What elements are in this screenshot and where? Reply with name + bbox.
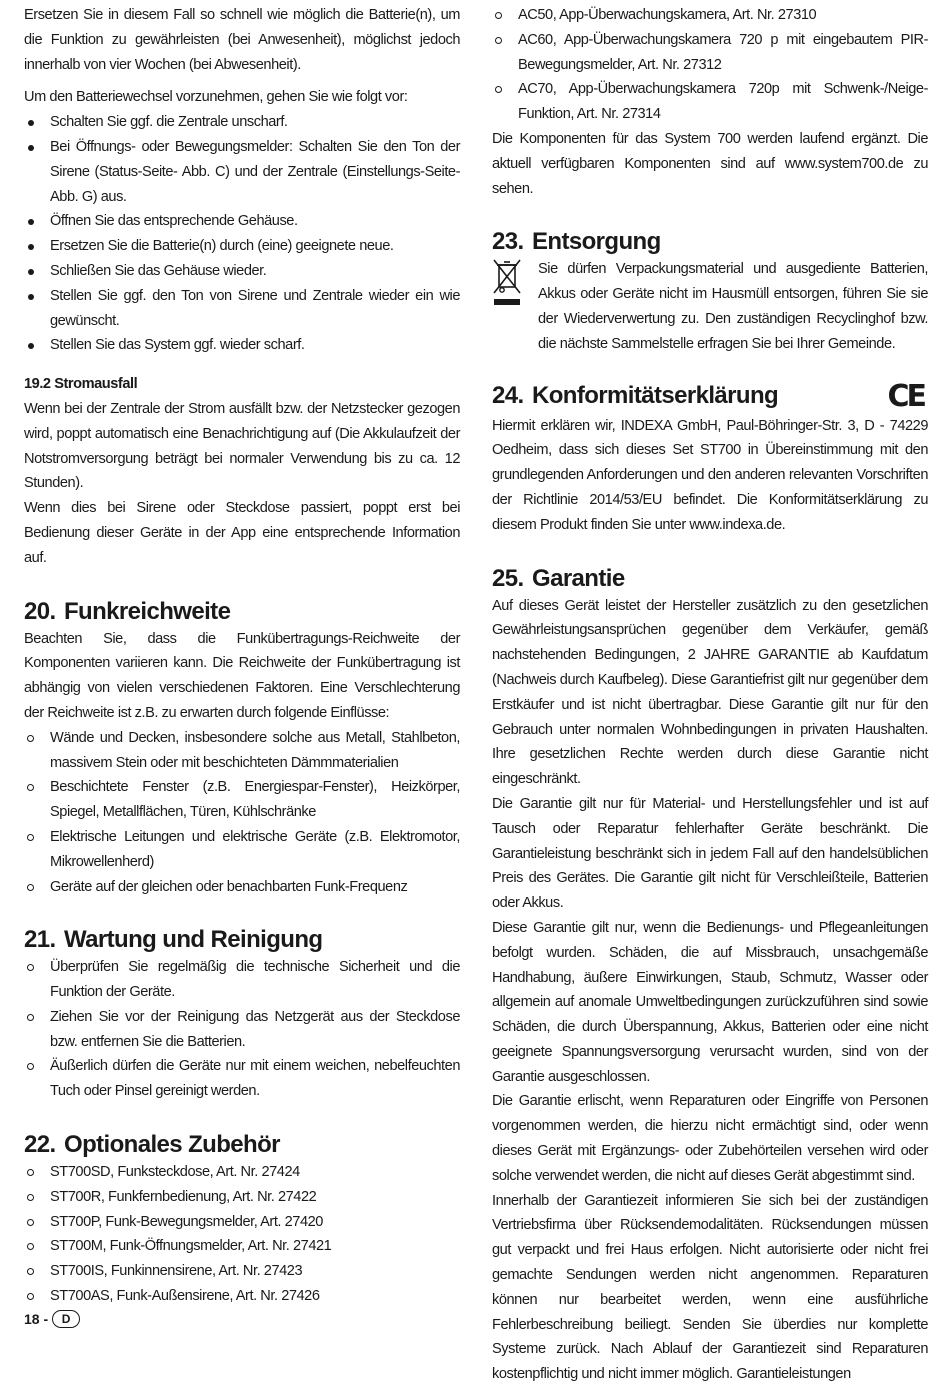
radio-interference-list <box>24 726 460 900</box>
section-title: Wartung und Reinigung <box>64 926 323 954</box>
list-item: Äußerlich dürfen die Geräte nur mit einem weichen, nebelfeuchten Tuch oder Pinsel gereinigt werden. <box>24 1054 460 1104</box>
section-number: 20. <box>24 597 56 625</box>
list-item: ST700IS, Funkinnensirene, Art. Nr. 27423 <box>24 1259 460 1284</box>
section-title: Optionales Zubehör <box>64 1131 280 1159</box>
battery-steps-list <box>24 110 460 358</box>
battery-intro-paragraph: Ersetzen Sie in diesem Fall so schnell wie möglich die Batterie(n), um die Funktion zu gewährleisten (bei Anwesenheit), möglichst jedoch innerhalb von vier Wochen (bei Abwesenheit). <box>24 7 460 73</box>
list-item: ST700AS, Funk-Außensirene, Art. Nr. 27426 <box>24 1284 460 1309</box>
camera-accessories-list <box>492 3 928 127</box>
page-footer <box>24 1310 80 1328</box>
list-item: Bei Öffnungs- oder Bewegungsmelder: Schalten Sie den Ton der Sirene (Status-Seite- Abb. C) und der Zentrale (Einstellungs-Seite- Abb. G) aus. <box>24 135 460 209</box>
section-number: 21. <box>24 926 56 954</box>
section-title: Funkreichweite <box>64 597 231 625</box>
warranty-paragraph-5: Innerhalb der Garantiezeit informieren Sie sich bei der zuständigen Vertriebsfirma über Rücksendemodalitäten. Rücksendungen müssen gut verpackt und frei Haus erfolgen. Nicht autorisierte oder nicht frei gemachte Sendungen werden nicht angenommen. Reparaturen können nur bearbeitet werden, wenn eine ausführliche Fehlerbeschreibung beiliegt. Senden Sie überdies nur komplette Systeme zurück. Nach Ablauf der Garantiezeit sind Reparaturen kostenpflichtig und nicht immer möglich. Garantieleistungen <box>492 1192 928 1383</box>
section-25-heading <box>492 564 928 594</box>
left-column <box>24 3 460 1309</box>
language-badge: D <box>52 1310 80 1328</box>
disposal-paragraph: Sie dürfen Verpackungsmaterial und ausgediente Batterien, Akkus oder Geräte nicht im Hausmüll entsorgen, führen Sie sie der Wiederverwertung zu. Den zuständigen Recyclinghof bzw. die nächste Sammelstelle erfragen Sie bei Ihrer Gemeinde. <box>538 261 928 352</box>
list-item: AC60, App-Überwachungskamera 720 p mit eingebautem PIR-Bewegungsmelder, Art. Nr. 27312 <box>492 28 928 78</box>
list-item: Stellen Sie das System ggf. wieder scharf. <box>24 333 460 358</box>
power-failure-paragraph: Wenn bei der Zentrale der Strom ausfällt bzw. der Netzstecker gezogen wird, poppt automatisch eine Benachrichtigung auf (Die Akkulaufzeit der Notstromversorgung beträgt bei normaler Verwendung bis zu ca. 12 Stunden). <box>24 400 460 492</box>
radio-range-paragraph: Beachten Sie, dass die Funkübertragungs-Reichweite der Komponenten variieren kann. Die Reichweite der Funkübertragung ist abhängig von vielen verschiedenen Faktoren. Eine Verschlechterung der Reichweite ist z.B. zu erwarten durch folgende Einflüsse: <box>24 630 460 721</box>
section-24-header-row <box>492 379 928 414</box>
section-19-2-heading: 19.2 Stromausfall <box>24 376 138 393</box>
maintenance-list <box>24 955 460 1104</box>
section-20-heading <box>24 597 460 627</box>
right-column <box>492 3 928 1387</box>
battery-procedure-intro: Um den Batteriewechsel vorzunehmen, gehen Sie wie folgt vor: <box>24 89 408 106</box>
list-item: Ziehen Sie vor der Reinigung das Netzgerät aus der Steckdose bzw. entfernen Sie die Batterien. <box>24 1005 460 1055</box>
warranty-paragraph-2: Die Garantie gilt nur für Material- und Herstellungsfehler und ist auf Tausch oder Reparatur fehlerhafter Geräte beschränkt. Die Garantieleistung beschränkt sich in jedem Fall auf den handelsüblichen Preis des Gerätes. Die Garantie gilt nicht für Verschleißteile, Batterien oder Akkus. <box>492 795 928 912</box>
section-number: 25. <box>492 564 524 592</box>
components-note: Die Komponenten für das System 700 werden laufend ergänzt. Die aktuell verfügbaren Komponenten sind auf www.system700.de zu sehen. <box>492 130 928 197</box>
list-item: AC70, App-Überwachungskamera 720p mit Schwenk-/Neige-Funktion, Art. Nr. 27314 <box>492 77 928 127</box>
list-item: Elektrische Leitungen und elektrische Geräte (z.B. Elektromotor, Mikrowellenherd) <box>24 825 460 875</box>
list-item: Geräte auf der gleichen oder benachbarten Funk-Frequenz <box>24 875 460 900</box>
list-item: ST700R, Funkfernbedienung, Art. Nr. 27422 <box>24 1185 460 1210</box>
crossed-out-wheelie-bin-icon <box>492 257 538 356</box>
section-number: 23. <box>492 228 524 256</box>
section-21-heading <box>24 925 460 955</box>
accessories-list <box>24 1160 460 1309</box>
section-24-heading <box>492 381 778 411</box>
list-item: ST700P, Funk-Bewegungsmelder, Art. 27420 <box>24 1210 460 1235</box>
warranty-paragraph-1: Auf dieses Gerät leistet der Hersteller zusätzlich zu den gesetzlichen Gewährleistungsansprüchen gegenüber dem Verkäufer, gemäß nachstehenden Bedingungen, 2 JAHRE GARANTIE ab Kaufdatum (Nachweis durch Kaufbeleg). Diese Garantiefrist gilt nur gegenüber dem Erstkäufer und ist nicht übertragbar. Diese Garantie gilt nur für den Gebrauch unter normalen Wohnbedingungen in privaten Haushalten. Ihre gesetzlichen Rechte werden durch diese Garantie nicht eingeschränkt. <box>492 597 928 788</box>
list-item: ST700SD, Funksteckdose, Art. Nr. 27424 <box>24 1160 460 1185</box>
list-item: Schließen Sie das Gehäuse wieder. <box>24 259 460 284</box>
section-title: Entsorgung <box>532 228 661 256</box>
warranty-paragraph-4: Die Garantie erlischt, wenn Reparaturen oder Eingriffe von Personen vorgenommen werden, die hierzu nicht ermächtigt sind, oder wenn dieses Gerät mit Ergänzungs- oder Zubehörteilen versehen wird oder solche verwendet werden, die nicht auf dieses Gerät abgestimmt sind. <box>492 1093 928 1184</box>
section-22-heading <box>24 1130 460 1160</box>
list-item: Stellen Sie ggf. den Ton von Sirene und Zentrale wieder ein wie gewünscht. <box>24 284 460 334</box>
section-23-heading <box>492 227 928 257</box>
list-item: Wände und Decken, insbesondere solche aus Metall, Stahlbeton, massivem Stein oder mit beschichteten Dämmmaterialien <box>24 726 460 776</box>
list-item: AC50, App-Überwachungskamera, Art. Nr. 27310 <box>492 3 928 28</box>
disposal-block <box>492 257 928 356</box>
list-item: Beschichtete Fenster (z.B. Energiespar-Fenster), Heizkörper, Spiegel, Metallflächen, Türen, Kühlschränke <box>24 775 460 825</box>
page-number: 18 - <box>24 1311 49 1327</box>
section-number: 22. <box>24 1131 56 1159</box>
warranty-paragraph-3: Diese Garantie gilt nur, wenn die Bedienungs- und Pflegeanleitungen befolgt wurden. Schäden, die auf Missbrauch, unsachgemäße Handhabung, äußere Einwirkungen, Staub, Schmutz, Wasser oder allgemein auf anomale Umweltbedingungen zurückzuführen sind sowie Schäden, die durch Überspannung, Akkus, Batterien oder eine nicht geeignete Spannungsversorgung verursacht wurden, sind von der Garantie ausgeschlossen. <box>492 919 928 1085</box>
list-item: Ersetzen Sie die Batterie(n) durch (eine) geeignete neue. <box>24 234 460 259</box>
section-number: 24. <box>492 382 524 410</box>
conformity-paragraph: Hiermit erklären wir, INDEXA GmbH, Paul-Böhringer-Str. 3, D - 74229 Oedheim, dass sich dieses Set ST700 in Übereinstimmung mit den grundlegenden Anforderungen und den anderen relevanten Vorschriften der Richtlinie 2014/53/EU befindet. Die Konformitätserklärung zu diesem Produkt finden Sie unter www.indexa.de. <box>492 417 928 533</box>
list-item: Öffnen Sie das entsprechende Gehäuse. <box>24 209 460 234</box>
power-failure-paragraph-2: Wenn dies bei Sirene oder Steckdose passiert, poppt erst bei Bedienung dieser Geräte in der App eine entsprechende Information auf. <box>24 500 460 566</box>
list-item: Überprüfen Sie regelmäßig die technische Sicherheit und die Funktion der Geräte. <box>24 955 460 1005</box>
list-item: Schalten Sie ggf. die Zentrale unscharf. <box>24 110 460 135</box>
section-title: Konformitätserklärung <box>532 382 779 410</box>
ce-mark-icon: CE <box>887 378 924 414</box>
list-item: ST700M, Funk-Öffnungsmelder, Art. Nr. 27421 <box>24 1234 460 1259</box>
section-title: Garantie <box>532 564 625 592</box>
